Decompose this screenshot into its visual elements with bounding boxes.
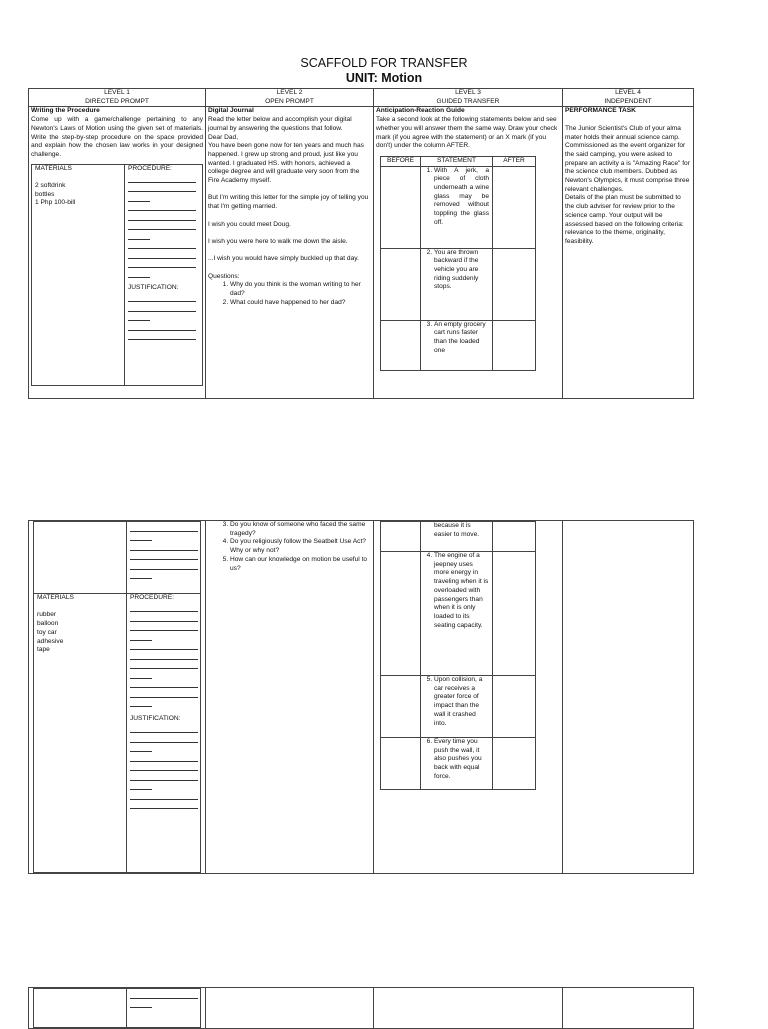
before-answer[interactable]: [381, 522, 421, 552]
before-answer[interactable]: [381, 738, 421, 790]
questions-label: Questions:: [208, 272, 240, 280]
material-item: 1 Php 100-bill: [35, 199, 76, 207]
question-item: 2. What could have happened to her dad?: [230, 299, 371, 308]
materials-label: MATERIALS: [37, 594, 74, 601]
answer-line[interactable]: [130, 541, 198, 551]
level2-header: LEVEL 2 OPEN PROMPT: [206, 89, 374, 107]
answer-line[interactable]: [128, 240, 196, 250]
questions-list-continued: [208, 521, 371, 573]
level4-cell-page3: [563, 988, 694, 1029]
answer-line[interactable]: [130, 743, 152, 753]
after-answer[interactable]: [493, 522, 536, 552]
answer-line[interactable]: [130, 532, 152, 542]
after-header: AFTER: [493, 156, 536, 166]
answer-line[interactable]: [130, 650, 198, 660]
unit-title: UNIT: Motion: [345, 71, 423, 85]
letter-paragraph: But I'm writing this letter for the simple joy of telling you that I'm getting married.: [208, 194, 369, 211]
letter-paragraph: I wish you were here to walk me down the aisle.: [208, 237, 348, 245]
level2-intro: Read the letter below and accomplish your digital journal by answering the questions that follow.: [208, 116, 352, 132]
answer-line[interactable]: [130, 660, 198, 670]
level3-instructions: Take a second look at the following statements below and see whether you will answer them the same way. Draw your check mark (if you agree with the statement) or an X mark (if you don't) under the column AFTER.: [376, 116, 558, 150]
level1-cell-continued: [29, 521, 206, 874]
answer-line[interactable]: [130, 688, 198, 698]
procedure-cell-2: [127, 594, 201, 873]
justification-label: JUSTIFICATION:: [130, 715, 181, 723]
level1-cell-page3: [29, 988, 206, 1029]
before-answer[interactable]: [381, 676, 421, 738]
letter-paragraph: You have been gone now for ten years and much has happened. I grew up strong and proud, just like you wanted. I graduated HS. with honors, achieved a college degree and will graduate very soon from the Fire Academy myself.: [208, 142, 364, 185]
answer-line[interactable]: [130, 641, 198, 651]
before-answer[interactable]: [381, 320, 421, 370]
answer-line[interactable]: [128, 293, 196, 303]
procedure-cell-page3: [127, 989, 201, 1028]
answer-line[interactable]: [128, 321, 196, 331]
after-answer[interactable]: [493, 320, 536, 370]
level1-cell: [29, 107, 206, 399]
level3-cell-page3: [374, 988, 563, 1029]
answer-line[interactable]: [128, 202, 196, 212]
answer-line[interactable]: [130, 771, 198, 781]
before-header: BEFORE: [381, 156, 421, 166]
materials-cell-2: [34, 594, 127, 873]
procedure-label: PROCEDURE:: [128, 164, 172, 172]
material-item: bottles: [35, 190, 55, 198]
answer-line[interactable]: [128, 192, 150, 202]
procedure-cell-1: [125, 164, 203, 385]
answer-line[interactable]: [130, 570, 152, 580]
answer-line[interactable]: [128, 173, 196, 183]
materials-table-continued: [33, 521, 201, 873]
material-item: adhesive: [37, 637, 64, 645]
document-title: SCAFFOLD FOR TRANSFER: [300, 56, 468, 70]
level1-instructions: Come up with a game/challenge pertaining to any Newton's Laws of Motion using the given set of materials. Write the step-by-step procedure on the space provided and explain how the chosen law works in your designed challenge.: [31, 116, 203, 158]
level2-cell-page3: [206, 988, 374, 1029]
answer-line[interactable]: [128, 249, 196, 259]
answer-line[interactable]: [128, 268, 150, 278]
answer-line[interactable]: [130, 800, 198, 810]
statement-item: 3. An empty grocery cart runs faster than the loaded one: [421, 320, 493, 370]
after-answer[interactable]: [493, 676, 536, 738]
statement-item: 2. You are thrown backward if the vehicle you are riding suddenly stops.: [421, 248, 493, 320]
materials-cell-empty: [34, 989, 127, 1028]
answer-line[interactable]: [128, 183, 196, 193]
anticipation-table-1: [380, 156, 536, 371]
answer-line[interactable]: [130, 669, 152, 679]
material-item: balloon: [37, 620, 59, 628]
level4-paragraph: The Junior Scientist's Club of your alma mater holds their annual science camp. Commissioned as the event organizer for the said camping, you were asked to prepare an activity a is "Amazing Race" for the science club members. Dubbed as Newton's Olympics, it must comprise three relevant challenges.: [565, 124, 690, 193]
level3-title: Anticipation-Reaction Guide: [376, 107, 465, 115]
before-answer[interactable]: [381, 552, 421, 676]
answer-line[interactable]: [128, 302, 196, 312]
letter-paragraph: ...I wish you would have simply buckled up that day.: [208, 255, 359, 263]
after-answer[interactable]: [493, 166, 536, 248]
after-answer[interactable]: [493, 738, 536, 790]
material-item: 2 softdrink: [35, 182, 66, 190]
materials-cell-1: [32, 164, 125, 385]
letter-paragraph: I wish you could meet Doug.: [208, 220, 291, 228]
level3-header: LEVEL 3 GUIDED TRANSFER: [374, 89, 563, 107]
answer-line[interactable]: [130, 612, 198, 622]
answer-line[interactable]: [130, 551, 198, 561]
material-item: tape: [37, 646, 50, 654]
level2-title: Digital Journal: [208, 107, 254, 115]
level1-title: Writing the Procedure: [31, 107, 100, 115]
statement-item: 6. Every time you push the wall, it also pushes you back with equal force.: [421, 738, 493, 790]
level3-cell-continued: [374, 521, 563, 874]
level4-paragraph: Details of the plan must be submitted to the club adviser for review prior to the science camp. Your output will be assessed based on the following criteria: relevance to the theme, originality, feasibility.: [565, 194, 684, 245]
level3-cell: [374, 107, 563, 399]
level4-cell: [563, 107, 694, 399]
material-item: toy car: [37, 628, 57, 636]
answer-line[interactable]: [130, 522, 198, 532]
statement-item: because it is easier to move.: [421, 522, 493, 552]
answer-line[interactable]: [128, 312, 150, 322]
answer-line[interactable]: [130, 622, 198, 632]
answer-line[interactable]: [130, 989, 198, 999]
answer-line[interactable]: [130, 733, 198, 743]
answer-line[interactable]: [130, 698, 152, 708]
answer-line[interactable]: [130, 999, 152, 1009]
materials-table-1: [31, 164, 203, 386]
material-item: rubber: [37, 611, 57, 619]
statement-item: 4. The engine of a jeepney uses more energy in traveling when it is overloaded with passengers than when it is only loaded to its seating capacity.: [421, 552, 493, 676]
statement-item: 1. With A jerk, a piece of cloth underneath a wine glass may be removed without toppling the glass off.: [421, 166, 493, 248]
statement-header: STATEMENT: [421, 156, 493, 166]
question-item: 5. How can our knowledge on motion be useful to us?: [230, 556, 371, 573]
answer-line[interactable]: [130, 631, 152, 641]
answer-line[interactable]: [128, 211, 196, 221]
before-answer[interactable]: [381, 248, 421, 320]
level1-header: LEVEL 1 DIRECTED PROMPT: [29, 89, 206, 107]
answer-line[interactable]: [130, 781, 152, 791]
anticipation-table-2: [380, 521, 536, 790]
scaffold-table-page1: [28, 88, 694, 399]
scaffold-table-page3: [28, 987, 694, 1029]
level2-cell-continued: [206, 521, 374, 874]
after-answer[interactable]: [493, 248, 536, 320]
procedure-cell-continued: [127, 522, 201, 594]
before-answer[interactable]: [381, 166, 421, 248]
after-answer[interactable]: [493, 552, 536, 676]
letter-greeting: Dear Dad,: [208, 133, 239, 141]
answer-line[interactable]: [130, 762, 198, 772]
answer-line[interactable]: [130, 752, 198, 762]
level4-cell-continued: [563, 521, 694, 874]
answer-line[interactable]: [128, 230, 150, 240]
justification-label: JUSTIFICATION:: [128, 283, 179, 291]
scaffold-table-page2: [28, 520, 694, 874]
questions-list: [208, 281, 371, 307]
answer-line[interactable]: [128, 221, 196, 231]
statement-item: 5. Upon collision, a car receives a greater force of impact than the wall it crashed into.: [421, 676, 493, 738]
materials-table-page3: [33, 988, 201, 1028]
question-item: 1. Why do you think is the woman writing to her dad?: [230, 281, 371, 298]
question-item: 3. Do you know of someone who faced the same tragedy?: [230, 521, 371, 538]
answer-line[interactable]: [130, 724, 198, 734]
answer-line[interactable]: [128, 259, 196, 269]
answer-line[interactable]: [128, 331, 196, 341]
answer-line[interactable]: [130, 790, 198, 800]
materials-label: MATERIALS: [35, 164, 72, 172]
level2-cell: [206, 107, 374, 399]
level4-title: PERFORMANCE TASK: [565, 107, 636, 115]
answer-line[interactable]: [130, 560, 198, 570]
question-item: 4. Do you religiously follow the Seatbelt Use Act? Why or why not?: [230, 538, 371, 555]
answer-line[interactable]: [130, 679, 198, 689]
answer-line[interactable]: [130, 603, 198, 613]
procedure-label: PROCEDURE:: [130, 594, 174, 601]
level4-header: LEVEL 4 INDEPENDENT: [563, 89, 694, 107]
materials-cell-empty: [34, 522, 127, 594]
